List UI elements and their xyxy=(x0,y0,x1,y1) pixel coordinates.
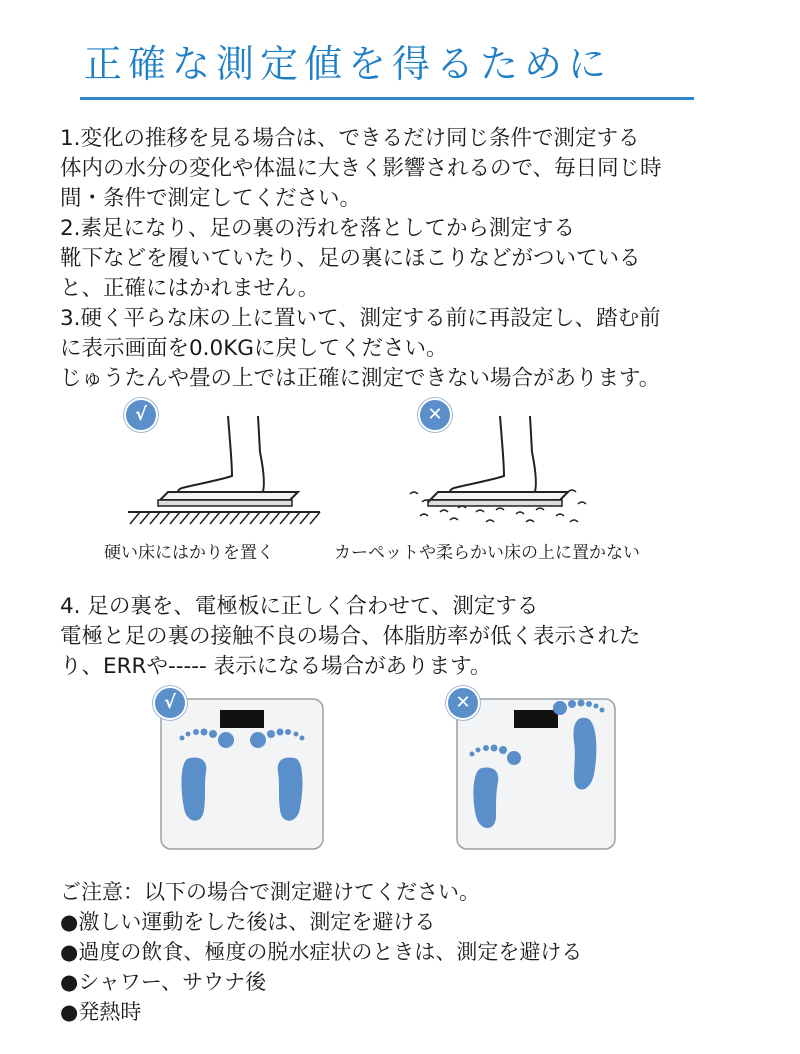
section1-line3: 間・条件で測定してください。 xyxy=(60,186,362,211)
good-floor-caption: 硬い床にはかりを置く xyxy=(104,543,274,563)
note-item: ●シャワー、サウナ後 xyxy=(60,970,267,994)
scale-on-carpet-illustration xyxy=(400,412,600,527)
scale-on-hard-floor-illustration xyxy=(120,412,330,527)
note-item: ●過度の飲食、極度の脱水症状のときは、測定を避ける xyxy=(60,940,583,964)
cross-icon-feet: ✕ xyxy=(446,686,480,720)
correct-foot-placement-scale xyxy=(160,698,324,850)
section3-line1: 3.硬く平らな床の上に置いて、測定する前に再設定し、踏む前 xyxy=(60,306,661,331)
bad-floor-caption: カーペットや柔らかい床の上に置かない xyxy=(334,543,640,563)
note-item: ●激しい運動をした後は、測定を避ける xyxy=(60,910,436,934)
section3-line3: じゅうたんや畳の上では正確に測定できない場合があります。 xyxy=(60,366,661,391)
section2-line1: 2.素足になり、足の裏の汚れを落としてから測定する xyxy=(60,216,576,241)
cross-icon: ✕ xyxy=(418,398,452,432)
section2-line2: 靴下などを履いていたり、足の裏にほこりなどがついている xyxy=(60,246,641,271)
note-item: ●発熱時 xyxy=(60,1000,142,1024)
section4-line2: 電極と足の裏の接触不良の場合、体脂肪率が低く表示された xyxy=(60,624,641,649)
check-icon: √ xyxy=(124,398,158,432)
section1-line1: 1.変化の推移を見る場合は、できるだけ同じ条件で測定する xyxy=(60,126,640,151)
section4-line1: 4. 足の裏を、電極板に正しく合わせて、測定する xyxy=(60,594,539,619)
page-title: 正確な測定値を得るために xyxy=(84,42,613,86)
section3-line2: に表示画面を0.0KGに戻してください。 xyxy=(60,336,448,361)
incorrect-foot-placement-scale xyxy=(456,698,616,850)
notes-heading: ご注意：以下の場合で測定避けてください。 xyxy=(60,880,480,904)
section1-line2: 体内の水分の変化や体温に大きく影響されるので、毎日同じ時 xyxy=(60,156,662,181)
title-underline xyxy=(80,97,694,100)
check-icon-feet: √ xyxy=(153,686,187,720)
section2-line3: と、正確にはかれません。 xyxy=(60,276,320,301)
section4-line3: り、ERRや----- 表示になる場合があります。 xyxy=(60,654,492,679)
